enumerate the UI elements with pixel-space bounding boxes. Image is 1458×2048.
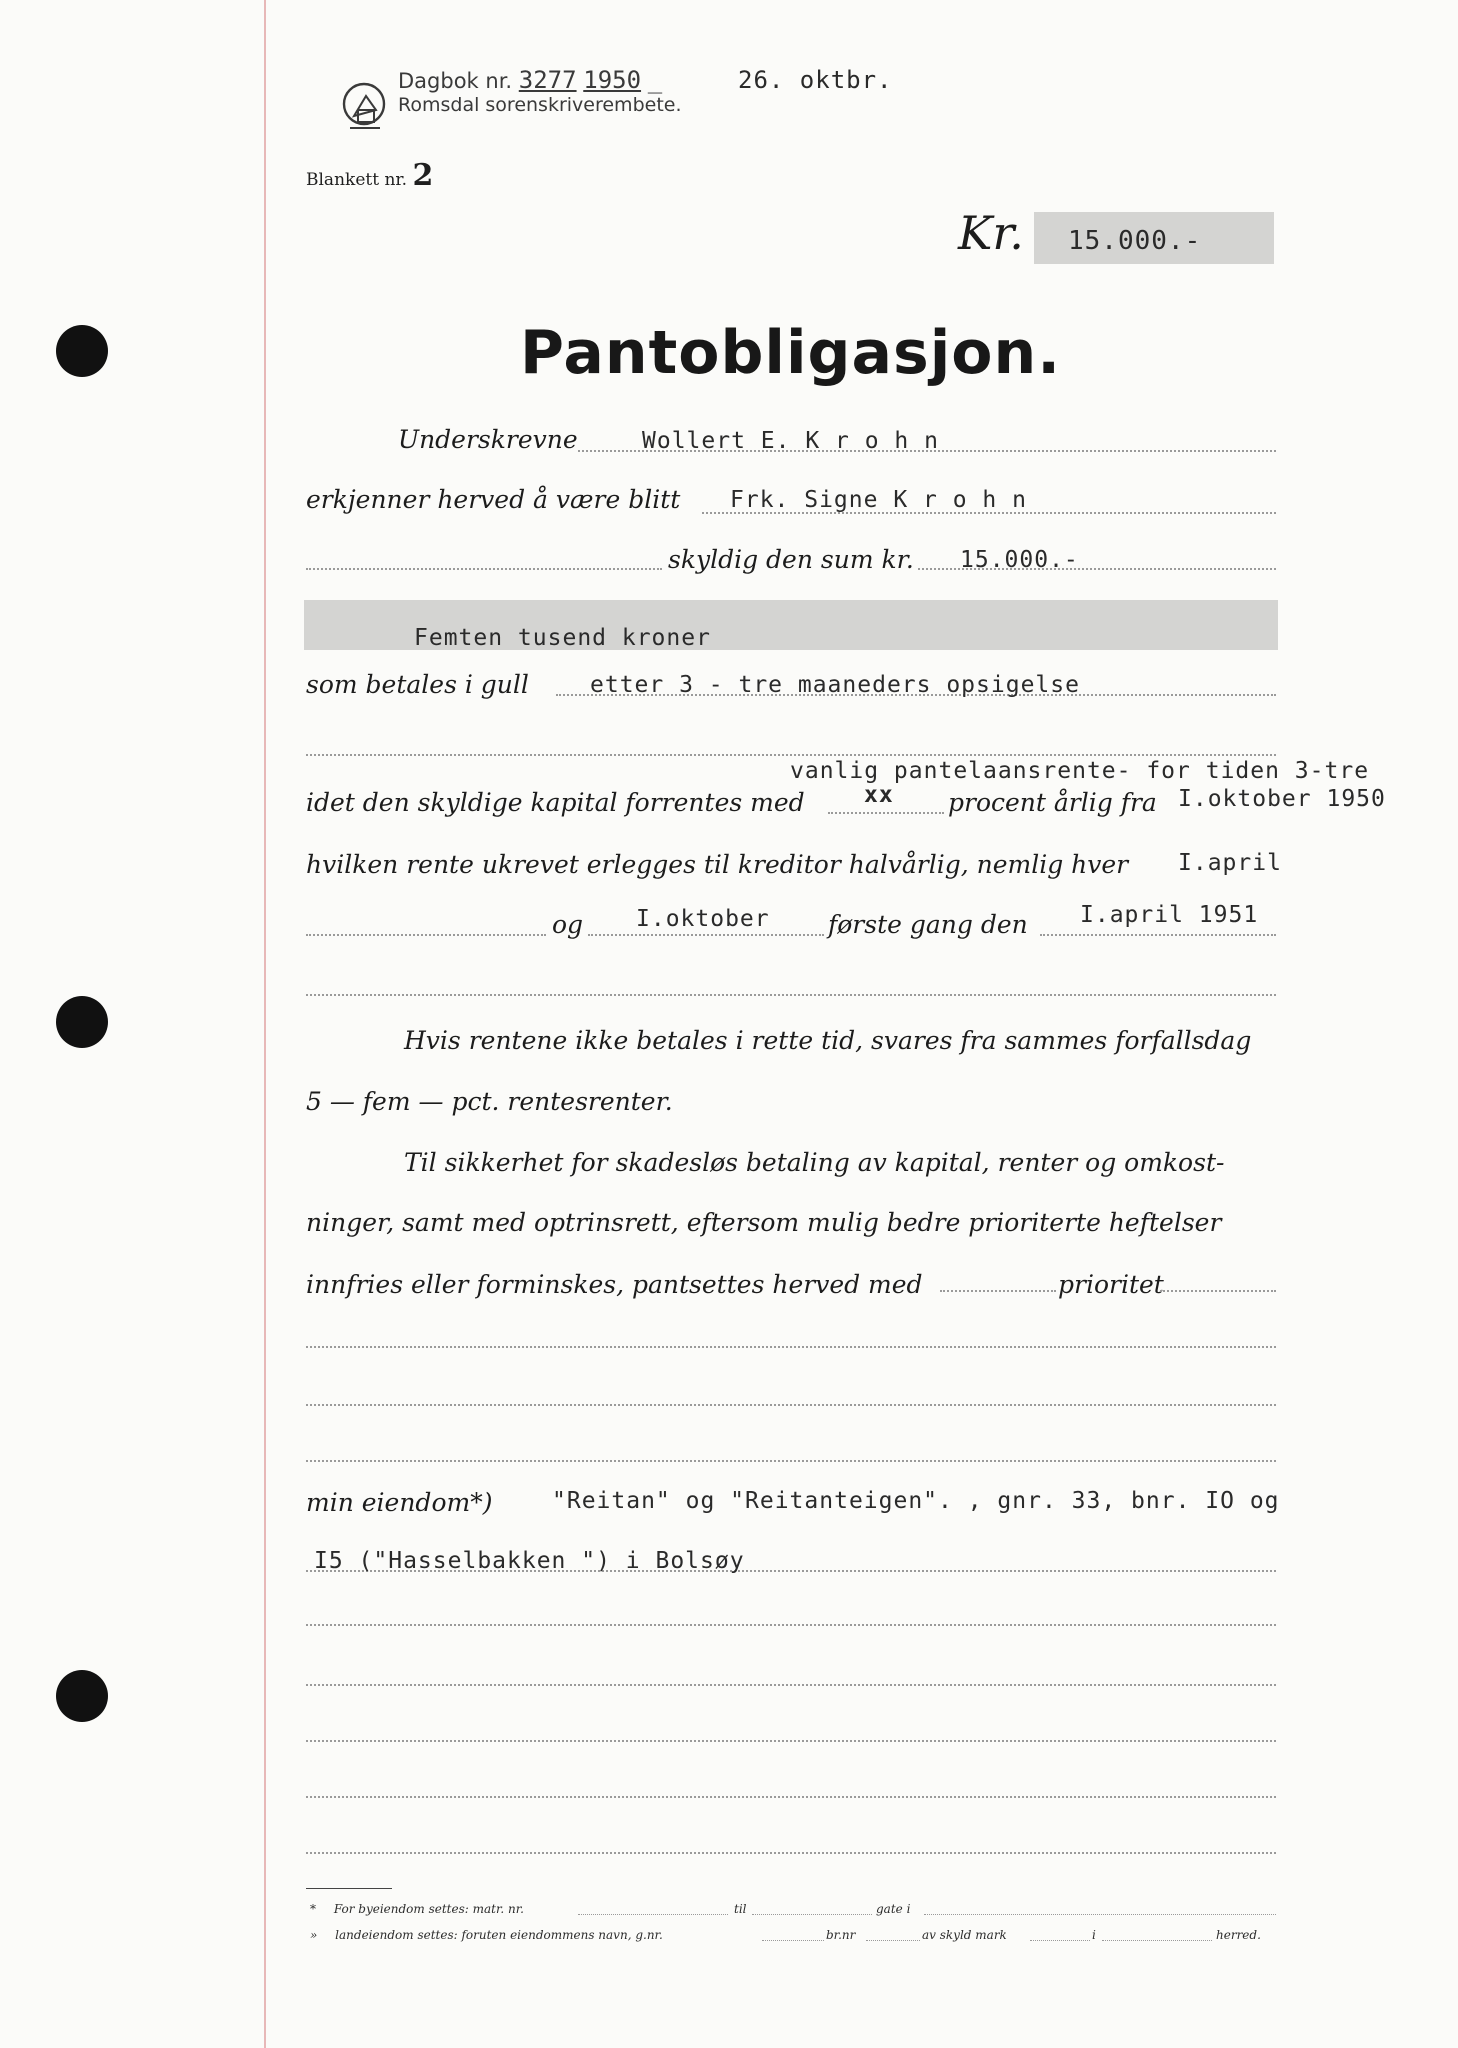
dagbok-number: 3277 [518, 66, 577, 94]
footnote-rule [306, 1888, 392, 1889]
halfyear-label: hvilken rente ukrevet erlegges til kreditor halvårlig, nemlig hver [306, 850, 1129, 879]
fill-line [1160, 1290, 1276, 1292]
dagbok-year: 1950 [583, 66, 642, 94]
footnote2-b: br.nr [826, 1928, 856, 1942]
pay-label: som betales i gull [306, 670, 529, 699]
first-label: første gang den [828, 910, 1028, 939]
punch-hole-bottom [56, 1670, 108, 1722]
footnote2-c: av skyld mark [922, 1928, 1007, 1942]
fill-line [306, 1684, 1276, 1686]
footnote1-c: gate i [876, 1902, 911, 1916]
footnote2-a: landeiendom settes: foruten eiendommens navn, g.nr. [335, 1928, 663, 1942]
fill-line [1102, 1940, 1212, 1941]
footnote-line1 [310, 1902, 524, 1916]
fill-line [306, 1852, 1276, 1854]
amount-value: 15.000.- [1068, 226, 1202, 256]
kr-label: Kr. [958, 206, 1024, 260]
footnote1-a: For byeiendom settes: matr. nr. [333, 1902, 524, 1916]
og-label: og [552, 910, 584, 939]
sum-label: skyldig den sum kr. [668, 545, 914, 574]
document-title: Pantobligasjon. [520, 318, 1061, 388]
fill-line [306, 934, 546, 936]
blankett-label: Blankett nr. [306, 170, 408, 190]
undersigned-label: Underskrevne [398, 425, 578, 454]
fill-line [306, 1624, 1276, 1626]
security-line2: ninger, samt med optrinsrett, eftersom mulig bedre prioriterte heftelser [306, 1208, 1222, 1237]
security-line3a: innfries eller forminskes, pantsettes herved med [306, 1270, 923, 1299]
fill-line [762, 1940, 824, 1941]
fill-line [306, 994, 1276, 996]
office-name: Romsdal sorenskriverembete. [398, 94, 682, 116]
creditor-value: Frk. Signe K r o h n [730, 487, 1027, 513]
footnote2-e: herred. [1216, 1928, 1261, 1942]
og-value: I.oktober [636, 906, 770, 932]
punch-hole-top [56, 325, 108, 377]
fill-line [306, 1460, 1276, 1462]
footnote-line2 [310, 1928, 663, 1942]
fill-line [306, 754, 1276, 756]
security-line1: Til sikkerhet for skadesløs betaling av kapital, renter og omkost- [404, 1148, 1225, 1177]
late-line1: Hvis rentene ikke betales i rette tid, svares fra sammes forfallsdag [404, 1026, 1252, 1055]
fill-line [866, 1940, 920, 1941]
margin-line [264, 0, 266, 2048]
dagbok-label: Dagbok nr. [398, 69, 513, 93]
late-line2: 5 — fem — pct. rentesrenter. [306, 1087, 673, 1116]
footnote2-mark: » [310, 1928, 318, 1942]
fill-line [1030, 1940, 1090, 1941]
property-label: min eiendom*) [306, 1488, 493, 1517]
security-line3b: prioritet [1058, 1270, 1164, 1299]
percent-label: procent årlig fra [948, 788, 1157, 817]
interest-label: idet den skyldige kapital forrentes med [306, 788, 805, 817]
court-seal-icon [336, 76, 396, 142]
dagbok-date: 26. oktbr. [738, 66, 893, 94]
footnote1-mark: * [310, 1902, 316, 1916]
fill-line [588, 934, 824, 936]
halfyear-value: I.april [1178, 850, 1282, 876]
property-line2: I5 ("Hasselbakken ") i Bolsøy [314, 1548, 745, 1574]
blankett-number: 2 [412, 158, 434, 193]
property-line1: "Reitan" og "Reitanteigen". , gnr. 33, bnr. IO og [552, 1488, 1280, 1514]
footnote2-d: i [1092, 1928, 1096, 1942]
rate-note: vanlig pantelaansrente- for tiden 3-tre [790, 758, 1370, 784]
from-date: I.oktober 1950 [1178, 786, 1386, 812]
fill-line [578, 1914, 728, 1915]
sum-words: Femten tusend kroner [414, 625, 711, 651]
blankett-line [306, 158, 433, 193]
pay-value: etter 3 - tre maaneders opsigelse [590, 672, 1080, 698]
fill-line [306, 568, 662, 570]
fill-line [306, 1796, 1276, 1798]
fill-line [828, 812, 944, 814]
fill-line [306, 1740, 1276, 1742]
interest-value: xx [864, 782, 894, 808]
footnote1-b: til [734, 1902, 747, 1916]
fill-line [1040, 934, 1276, 936]
first-value: I.april 1951 [1080, 902, 1259, 928]
fill-line [940, 1290, 1056, 1292]
fill-line [924, 1914, 1276, 1915]
fill-line [752, 1914, 872, 1915]
dagbok-line: Dagbok nr. 3277 1950 _ [398, 66, 663, 94]
owe-label: erkjenner herved å være blitt [306, 485, 681, 514]
sum-value: 15.000.- [960, 547, 1079, 573]
undersigned-value: Wollert E. K r o h n [642, 428, 939, 454]
fill-line [306, 1346, 1276, 1348]
punch-hole-middle [56, 996, 108, 1048]
fill-line [306, 1404, 1276, 1406]
